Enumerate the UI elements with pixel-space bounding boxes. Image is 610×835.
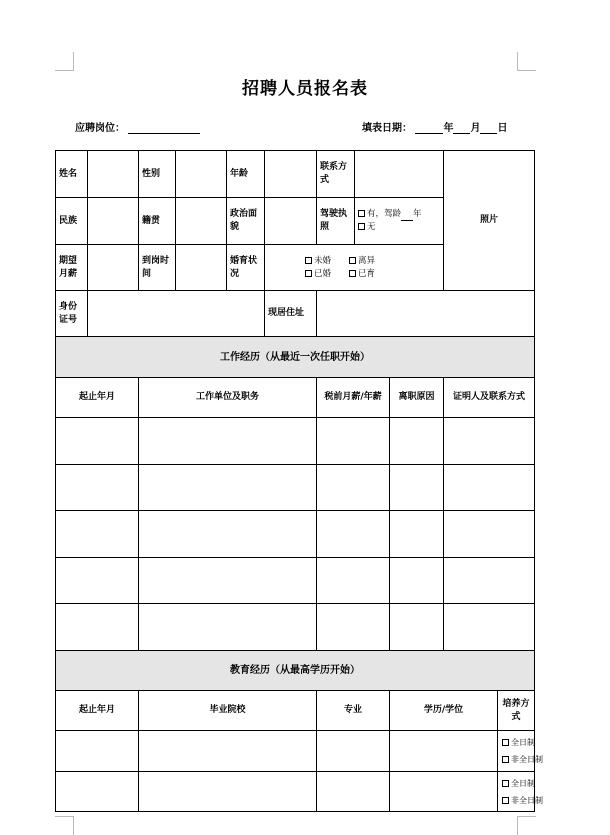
edu-header-study-mode: 培养方式 <box>498 691 535 731</box>
part-time-option[interactable]: 非全日制 <box>502 751 531 768</box>
work-cell[interactable] <box>56 418 139 465</box>
checkbox-icon[interactable] <box>305 257 312 264</box>
gender-label: 性别 <box>139 151 176 198</box>
work-cell[interactable] <box>444 511 535 558</box>
table-row <box>56 651 535 691</box>
gender-value[interactable] <box>176 151 227 198</box>
work-header-period: 起止年月 <box>56 378 139 418</box>
work-cell[interactable] <box>390 604 444 651</box>
edu-cell[interactable] <box>139 772 317 812</box>
work-cell[interactable] <box>139 511 317 558</box>
work-cell[interactable] <box>56 511 139 558</box>
table-row <box>56 772 535 812</box>
work-cell[interactable] <box>390 418 444 465</box>
edu-cell[interactable] <box>56 772 139 812</box>
age-label: 年龄 <box>227 151 265 198</box>
start-date-value[interactable] <box>176 245 227 291</box>
work-header-reference: 证明人及联系方式 <box>444 378 535 418</box>
name-label: 姓名 <box>56 151 88 198</box>
edu-header-degree: 学历/学位 <box>390 691 498 731</box>
table-row <box>56 558 535 604</box>
license-no-option[interactable]: 无 <box>358 221 440 234</box>
driving-license-label: 驾驶执照 <box>317 198 355 245</box>
work-cell[interactable] <box>390 511 444 558</box>
table-row <box>56 465 535 511</box>
edu-cell[interactable] <box>56 731 139 772</box>
start-date-label: 到岗时间 <box>139 245 176 291</box>
date-label: 填表日期： <box>362 123 412 134</box>
license-yes-option[interactable]: 有，驾龄 年 <box>358 208 440 221</box>
month-blank[interactable] <box>453 122 470 134</box>
checkbox-icon[interactable] <box>502 739 509 746</box>
table-row <box>56 418 535 465</box>
photo-cell[interactable]: 照片 <box>444 151 535 291</box>
checkbox-icon[interactable] <box>349 257 356 264</box>
education-section-title: 教育经历（从最高学历开始） <box>56 651 535 691</box>
page-corner-mark <box>55 52 74 71</box>
part-time-option[interactable]: 非全日制 <box>502 792 531 809</box>
work-cell[interactable] <box>444 558 535 604</box>
edu-cell[interactable] <box>139 731 317 772</box>
work-cell[interactable] <box>56 465 139 511</box>
current-address-value[interactable] <box>317 291 535 337</box>
work-cell[interactable] <box>317 418 390 465</box>
work-cell[interactable] <box>139 465 317 511</box>
position-blank[interactable] <box>128 122 200 134</box>
position-field[interactable] <box>75 119 200 134</box>
political-status-value[interactable] <box>265 198 317 245</box>
checkbox-icon[interactable] <box>305 270 312 277</box>
edu-cell[interactable] <box>390 731 498 772</box>
native-place-value[interactable] <box>176 198 227 245</box>
edu-header-school: 毕业院校 <box>139 691 317 731</box>
age-value[interactable] <box>265 151 317 198</box>
checkbox-icon[interactable] <box>502 797 509 804</box>
work-cell[interactable] <box>390 558 444 604</box>
edu-header-period: 起止年月 <box>56 691 139 731</box>
contact-label: 联系方式 <box>317 151 355 198</box>
work-section-title: 工作经历（从最近一次任职开始） <box>56 337 535 378</box>
table-header-row <box>56 691 535 731</box>
ethnicity-value[interactable] <box>88 198 139 245</box>
position-label: 应聘岗位： <box>75 123 125 134</box>
work-header-employer: 工作单位及职务 <box>139 378 317 418</box>
month-label: 月 <box>470 123 481 134</box>
year-blank[interactable] <box>415 122 443 134</box>
page-corner-mark <box>55 816 74 835</box>
work-cell[interactable] <box>317 558 390 604</box>
work-cell[interactable] <box>56 558 139 604</box>
name-value[interactable] <box>88 151 139 198</box>
id-number-label: 身份证号 <box>56 291 88 337</box>
work-cell[interactable] <box>444 604 535 651</box>
table-row <box>56 511 535 558</box>
table-row <box>56 151 535 198</box>
study-mode-options <box>498 772 543 812</box>
checkbox-icon[interactable] <box>349 270 356 277</box>
contact-value[interactable] <box>355 151 444 198</box>
marital-option-married[interactable]: 已婚 <box>305 269 331 279</box>
work-cell[interactable] <box>317 604 390 651</box>
work-cell[interactable] <box>317 511 390 558</box>
edu-cell[interactable] <box>390 772 498 812</box>
marital-status-label: 婚育状况 <box>227 245 265 291</box>
marital-option-divorced[interactable]: 离异 <box>349 256 375 266</box>
work-cell[interactable] <box>444 418 535 465</box>
checkbox-icon[interactable] <box>358 223 365 230</box>
license-years-blank[interactable] <box>401 211 413 221</box>
work-header-salary: 税前月薪/年薪 <box>317 378 390 418</box>
marital-status-options <box>265 245 444 291</box>
full-time-option[interactable]: 全日制 <box>502 775 531 792</box>
table-row <box>56 731 535 772</box>
page-corner-mark <box>517 52 536 71</box>
checkbox-icon[interactable] <box>358 210 365 217</box>
native-place-label: 籍贯 <box>139 198 176 245</box>
current-address-label: 现居住址 <box>265 291 317 337</box>
full-time-option[interactable]: 全日制 <box>502 734 531 751</box>
id-number-value[interactable] <box>88 291 265 337</box>
table-header-row <box>56 378 535 418</box>
work-cell[interactable] <box>317 465 390 511</box>
edu-cell[interactable] <box>317 731 390 772</box>
marital-option-single[interactable]: 未婚 <box>305 256 331 266</box>
expected-salary-value[interactable] <box>88 245 139 291</box>
day-label: 日 <box>497 123 508 134</box>
work-cell[interactable] <box>139 558 317 604</box>
registration-table <box>55 150 543 812</box>
table-row <box>56 291 535 337</box>
table-row <box>56 604 535 651</box>
day-blank[interactable] <box>480 122 497 134</box>
ethnicity-label: 民族 <box>56 198 88 245</box>
political-status-label: 政治面貌 <box>227 198 265 245</box>
marital-option-parent[interactable]: 已育 <box>349 269 375 279</box>
date-field[interactable] <box>362 119 507 134</box>
work-cell[interactable] <box>139 418 317 465</box>
driving-license-options <box>355 198 444 245</box>
expected-salary-label: 期望月薪 <box>56 245 88 291</box>
work-cell[interactable] <box>139 604 317 651</box>
edu-cell[interactable] <box>317 772 390 812</box>
form-title: 招聘人员报名表 <box>242 79 368 99</box>
work-cell[interactable] <box>444 465 535 511</box>
checkbox-icon[interactable] <box>502 756 509 763</box>
work-cell[interactable] <box>390 465 444 511</box>
work-header-leave-reason: 离职原因 <box>390 378 444 418</box>
year-label: 年 <box>443 123 454 134</box>
edu-header-major: 专业 <box>317 691 390 731</box>
study-mode-options <box>498 731 543 772</box>
checkbox-icon[interactable] <box>502 780 509 787</box>
work-cell[interactable] <box>56 604 139 651</box>
page-corner-mark <box>517 816 536 835</box>
table-row <box>56 337 535 378</box>
